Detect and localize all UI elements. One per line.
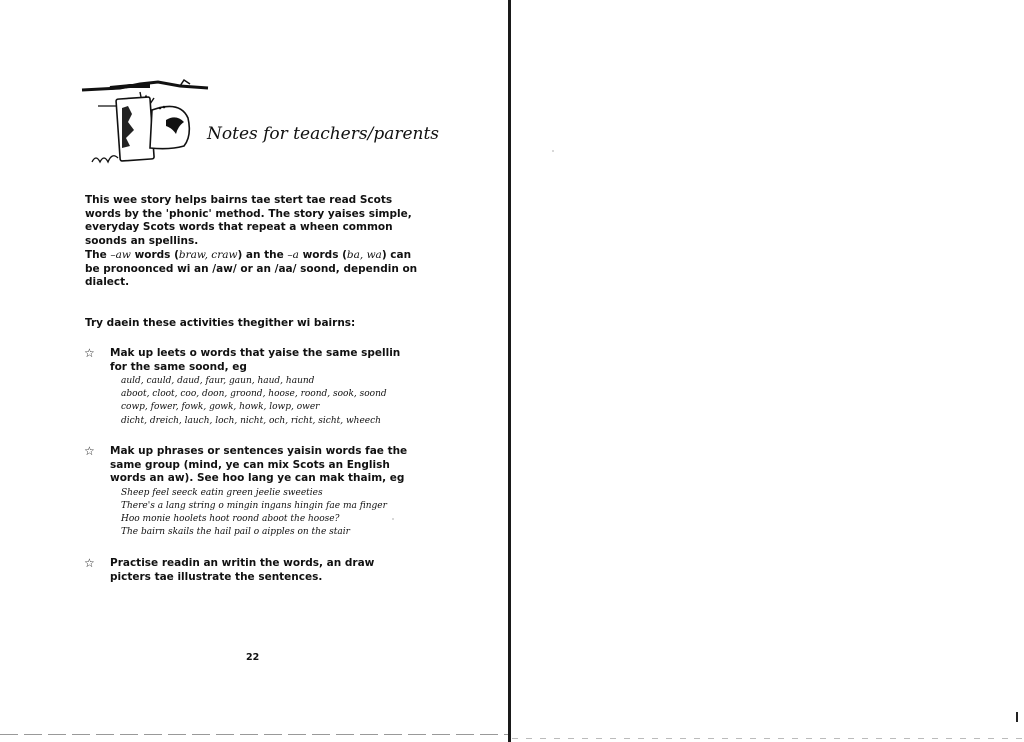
activity-text: Mak up phrases or sentences yaisin words fae the same group (mind, ye can mix Scots an English words an aw). See hoo lang ye can mak thaim, eg — [110, 445, 408, 484]
intro-paragraph: This wee story helps bairns tae stert tae read Scots words by the 'phonic' method. The story yaises simple, everyday Scots words that repeat a wheen common soonds an spellins. — [85, 194, 412, 247]
example-line: Sheep feel seeck eatin green jeelie sweeties — [121, 487, 323, 498]
scan-speck — [392, 518, 394, 520]
activity-item-word-lists — [84, 347, 414, 428]
activities-intro: Try daein these activities thegither wi bairns: — [85, 317, 356, 329]
activity-text: Practise readin an writin the words, an draw picters tae illustrate the sentences. — [110, 557, 375, 583]
scan-speck — [552, 150, 554, 152]
star-outline-icon: ☆ — [84, 444, 95, 458]
activity-item-practise — [84, 557, 414, 584]
scan-edge-left — [0, 734, 508, 735]
example-list — [121, 375, 414, 428]
scan-edge-right — [512, 738, 1024, 739]
page-number: 22 — [246, 652, 260, 663]
activity-text: Mak up leets o words that yaise the same spellin for the same soond, eg — [110, 347, 401, 373]
example-line: auld, cauld, daud, faur, gaun, haud, haund — [121, 376, 315, 386]
header-illustration-icon — [80, 78, 212, 168]
example-line: There's a lang string o mingin ingans hingin fae ma finger — [121, 500, 387, 511]
star-outline-icon: ☆ — [84, 556, 95, 570]
scan-edge-mark — [1016, 712, 1018, 722]
book-gutter — [508, 0, 511, 742]
example-line: The bairn skails the hail pail o aipples on the stair — [121, 527, 350, 538]
pronunciation-paragraph: The –aw words (braw, craw) an the –a words (ba, wa) can be pronoonced wi an /aw/ or an /aa/ soond, dependin on dialect. — [85, 249, 418, 288]
page-title: Notes for teachers/parents — [207, 124, 440, 144]
example-line: cowp, fower, fowk, gowk, howk, lowp, ower — [121, 402, 320, 413]
example-line: Hoo monie hoolets hoot roond aboot the hoose? — [121, 513, 340, 524]
star-outline-icon: ☆ — [84, 346, 95, 360]
example-line: dicht, dreich, lauch, loch, nicht, och, richt, sicht, wheech — [121, 415, 381, 426]
example-line: aboot, cloot, coo, doon, groond, hoose, roond, sook, soond — [121, 389, 387, 400]
activity-item-sentences — [84, 445, 414, 539]
example-list — [121, 487, 414, 540]
